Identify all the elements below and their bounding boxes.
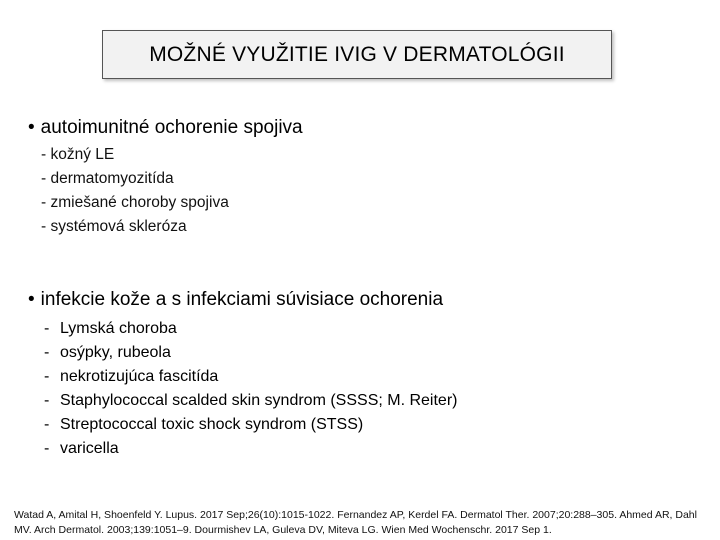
bullet-icon: • (28, 289, 35, 310)
list-item-text: varicella (60, 440, 119, 457)
heading-text: infekcie kože a s infekciami súvisiace ochorenia (40, 289, 444, 310)
list-item-text: osýpky, rubeola (60, 344, 171, 361)
list-item-text: Lymská choroba (60, 320, 177, 337)
list-item-text: nekrotizujúca fascitída (60, 368, 219, 385)
title-box (102, 30, 612, 79)
section-autoimmune (28, 117, 303, 239)
list-item-text: Streptococcal toxic shock syndrom (STSS) (60, 416, 364, 433)
dash-mark: - (44, 320, 50, 337)
slide-title: MOŽNÉ VYUŽITIE IVIG V DERMATOLÓGII (149, 42, 565, 66)
list-item: - systémová skleróza (41, 218, 187, 235)
dash-mark: - (44, 392, 50, 409)
infections-list (44, 317, 457, 461)
bullet-icon: • (28, 117, 35, 138)
list-item: - zmiešané choroby spojiva (41, 194, 229, 211)
dash-mark: - (44, 368, 50, 385)
heading-text: autoimunitné ochorenie spojiva (40, 117, 303, 138)
section-heading (28, 117, 303, 139)
references: Watad A, Amital H, Shoenfeld Y. Lupus. 2017 Sep;26(10):1015-1022. Fernandez AP, Kerdel FA. Dermatol Ther. 2007;20:288–305. Ahmed AR, Dahl MV. Arch Dermatol. 2003;139:1051–9. Dourmishev LA, Guleva DV, Miteva LG. Wien Med Wochenschr. 2017 Sep 1. (14, 509, 697, 536)
dash-mark: - (44, 416, 50, 433)
dash-mark: - (44, 440, 50, 457)
list-item: - dermatomyozitída (41, 170, 174, 187)
list-item (44, 365, 457, 389)
list-item (44, 341, 457, 365)
autoimmune-list (41, 143, 303, 239)
list-item (44, 413, 457, 437)
list-item (44, 437, 457, 461)
list-item (44, 317, 457, 341)
section-heading (28, 289, 457, 311)
list-item-text: Staphylococcal scalded skin syndrom (SSSS; M. Reiter) (60, 392, 458, 409)
list-item: - kožný LE (41, 146, 115, 163)
dash-mark: - (44, 344, 50, 361)
list-item (44, 389, 457, 413)
section-infections (28, 289, 457, 461)
